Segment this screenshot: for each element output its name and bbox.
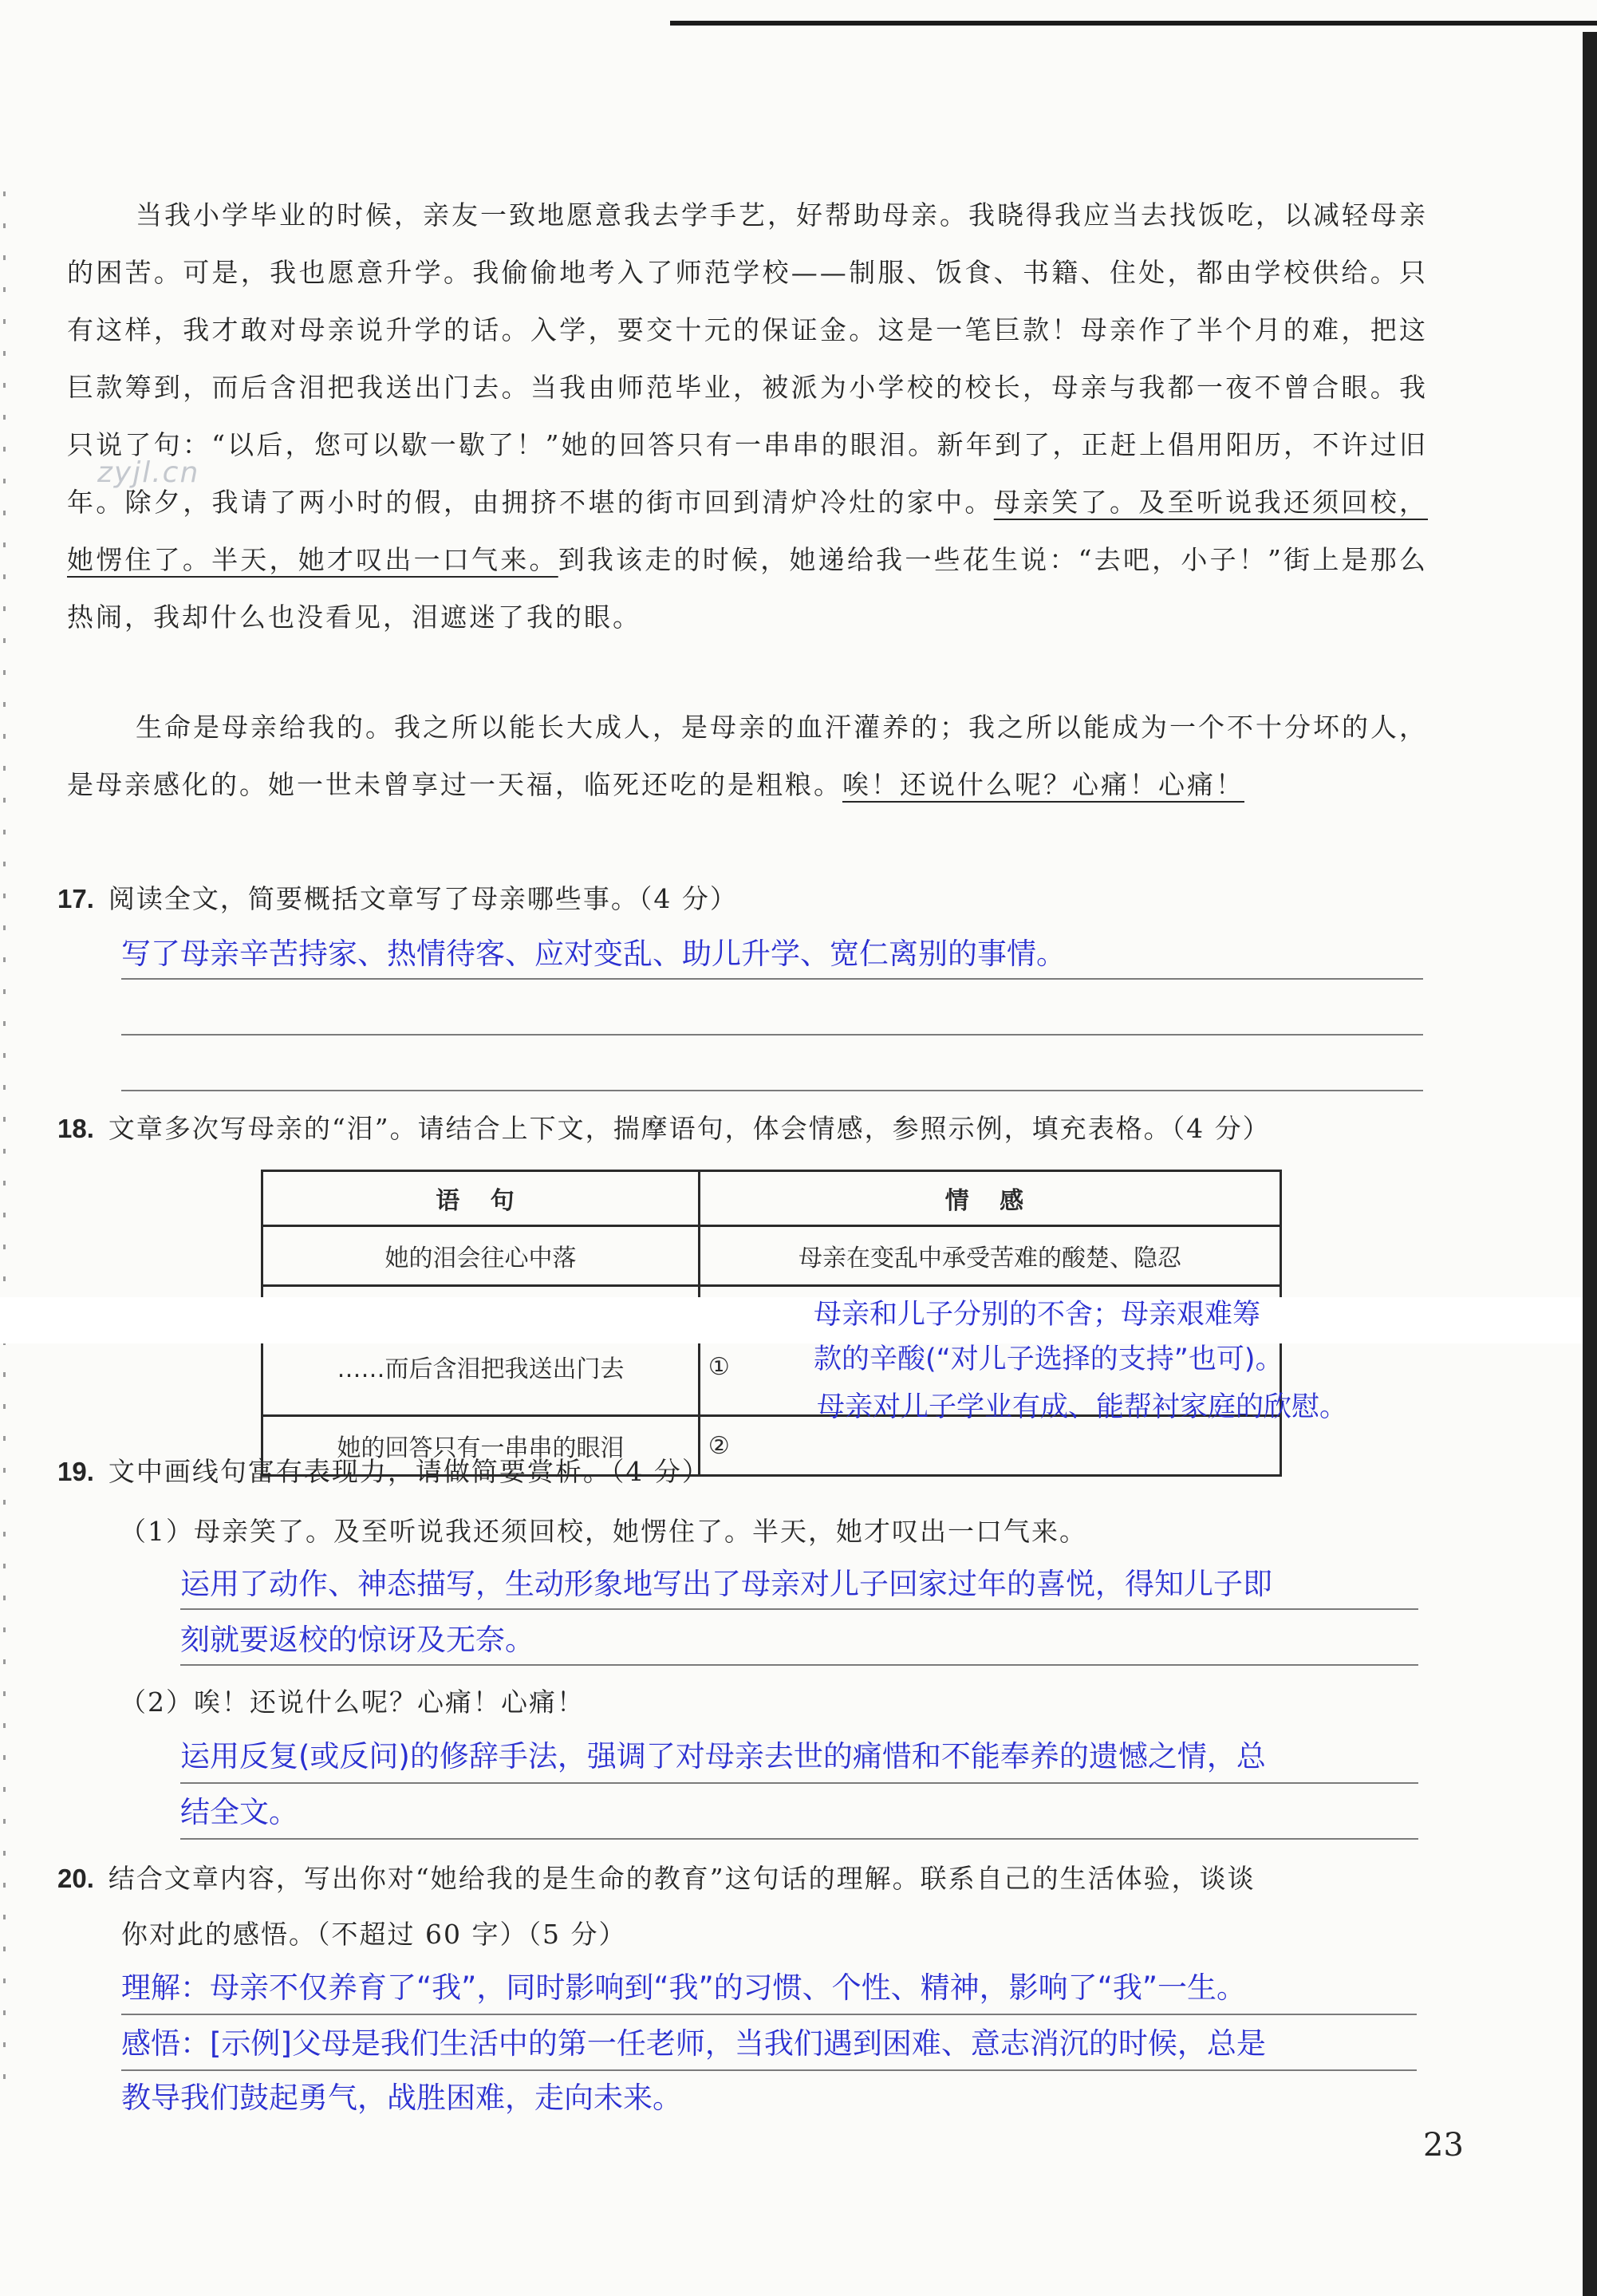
q19-answer-1-line-1: 运用了动作、神态描写，生动形象地写出了母亲对儿子回家过年的喜悦，得知儿子即: [180, 1567, 1272, 1601]
q19-sub-2: （2）唉！还说什么呢？心痛！心痛！: [120, 1686, 585, 1718]
question-19: [57, 1444, 1429, 1500]
left-margin-marks: [3, 191, 6, 2106]
q19-answer-2-line-2: 结全文。: [180, 1795, 298, 1829]
q19-sub-1: （1）母亲笑了。及至听说我还须回校，她愣住了。半天，她才叹出一口气来。: [120, 1516, 1087, 1547]
question-number: 20.: [57, 1864, 94, 1893]
question-18: [57, 1101, 1429, 1157]
question-number: 17.: [57, 884, 94, 913]
table-cell-sentence: 她的泪会往心中落: [262, 1226, 700, 1286]
question-text: 阅读全文，简要概括文章写了母亲哪些事。（4 分）: [108, 883, 738, 914]
page-number: 23: [1423, 2127, 1464, 2164]
q18-answer-1-line-1: 母亲和儿子分别的不舍；母亲艰难筹: [814, 1299, 1261, 1331]
q18-answer-1-line-2: 款的辛酸(“对儿子选择的支持”也可)。: [814, 1343, 1284, 1375]
passage-text: 当我小学毕业的时候，亲友一致地愿意我去学手艺，好帮助母亲。我晓得我应当去找饭吃，以减轻母亲的困苦。可是，我也愿意升学。我偷偷地考入了师范学校——制服、饭食、书籍、住处，都由学校供给。只有这样，我才敢对母亲说升学的话。入学，要交十元的保证金。这是一笔巨款！母亲作了半个月的难，把这巨款筹到，而后含泪把我送出门去。当我由师范毕业，被派为小学校的校长，母亲与我都一夜不曾合眼。我只说了句：“以后，您可以歇一歇了！”她的回答只有一串串的眼泪。新年到了，正赶上倡用阳历，不许过旧年。除夕，我请了两小时的假，由拥挤不堪的街市回到清炉冷灶的家中。: [67, 199, 1428, 518]
question-17: [57, 871, 1429, 927]
question-20: [57, 1851, 1418, 1963]
question-text: 文中画线句富有表现力，请做简要赏析。（4 分）: [108, 1456, 710, 1487]
q19-answer-1-line-2: 刻就要返校的惊讶及无奈。: [180, 1623, 534, 1657]
answer-line: [180, 1838, 1418, 1840]
answer-line: [121, 978, 1423, 980]
table-header-row: [262, 1171, 1281, 1226]
question-number: 18.: [57, 1114, 94, 1143]
q17-answer: 写了母亲辛苦持家、热情待客、应对变乱、助儿升学、宽仁离别的事情。: [121, 937, 1066, 971]
answer-line: [180, 1608, 1418, 1610]
question-text: 文章多次写母亲的“泪”。请结合上下文，揣摩语句，体会情感，参照示例，填充表格。（4 分）: [108, 1113, 1271, 1144]
underlined-sentence-1: 母亲笑了。及至听说我还须回校，她愣住了。半天，她才叹出一口气来。: [67, 487, 1429, 575]
page-fold-band: [0, 1297, 1583, 1343]
top-border-line: [670, 21, 1597, 26]
answer-line: [180, 1664, 1418, 1666]
watermark: zyjl.cn: [97, 456, 200, 489]
passage-paragraph-1: [67, 187, 1428, 646]
answer-line: [180, 1782, 1418, 1784]
answer-line: [121, 1034, 1423, 1036]
blank-marker: ②: [708, 1431, 730, 1460]
table-header: 情 感: [699, 1171, 1280, 1226]
blank-marker: ①: [708, 1352, 730, 1381]
right-page-edge: [1583, 32, 1597, 2296]
q20-answer-line-3: 教导我们鼓起勇气，战胜困难，走向未来。: [121, 2081, 682, 2115]
question-number: 19.: [57, 1457, 94, 1486]
question-text: 结合文章内容，写出你对“她给我的是生命的教育”这句话的理解。联系自己的生活体验，谈谈: [108, 1863, 1256, 1894]
answer-line: [121, 1090, 1423, 1091]
table-header: 语 句: [262, 1171, 700, 1226]
q20-answer-line-2: 感悟：[示例]父母是我们生活中的第一任老师，当我们遇到困难、意志消沉的时候，总是: [121, 2026, 1266, 2061]
underlined-sentence-2: 唉！还说什么呢？心痛！心痛！: [842, 769, 1244, 800]
q20-answer-line-1: 理解：母亲不仅养育了“我”，同时影响到“我”的习惯、个性、精神，影响了“我”一生。: [121, 1971, 1247, 2005]
question-text-continued: 你对此的感悟。（不超过 60 字）（5 分）: [121, 1919, 627, 1950]
q18-answer-2: 母亲对儿子学业有成、能帮衬家庭的欣慰。: [817, 1391, 1348, 1423]
passage-text: 生命是母亲给我的。我之所以能长大成人，是母亲的血汗灌养的；我之所以能成为一个不十分坏的人，是母亲感化的。她一世未曾享过一天福，临死还吃的是粗粮。: [67, 712, 1428, 800]
passage-text: 到我该走的时候，她递给我一些花生说：“去吧，小子！”街上是那么热闹，我却什么也没看见，泪遮迷了我的眼。: [67, 544, 1429, 633]
q19-answer-2-line-1: 运用反复(或反问)的修辞手法，强调了对母亲去世的痛惜和不能奉养的遗憾之情，总: [180, 1739, 1266, 1773]
table-cell-sentence: ……而后含泪把我送出门去: [262, 1286, 700, 1416]
table-cell-sentence: 她的回答只有一串串的眼泪: [262, 1416, 700, 1476]
table-row: [262, 1226, 1281, 1286]
table-cell-feeling: 母亲在变乱中承受苦难的酸楚、隐忍: [699, 1226, 1280, 1286]
passage-paragraph-2: [67, 699, 1428, 814]
